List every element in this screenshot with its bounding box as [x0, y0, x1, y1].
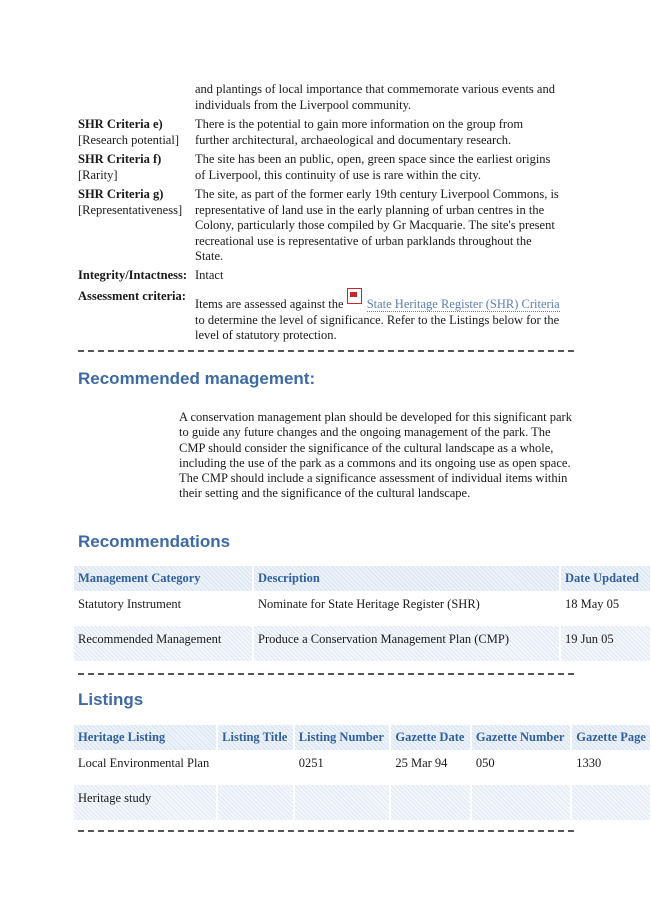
- table-cell: 18 May 05: [560, 591, 651, 626]
- table-cell: [571, 785, 651, 820]
- table-cell: [390, 785, 471, 820]
- table-row: [74, 750, 651, 785]
- table-cell: [217, 750, 294, 785]
- table-cell: Statutory Instrument: [74, 591, 253, 626]
- table-cell: 19 Jun 05: [560, 626, 651, 661]
- table-cell: Recommended Management: [74, 626, 253, 661]
- integrity-value: Intact: [195, 268, 224, 282]
- criteria-g-label: SHR Criteria g) [Representativeness]: [78, 187, 183, 217]
- divider: [78, 350, 574, 352]
- col-management-category: Management Category: [74, 566, 253, 591]
- col-date-updated: Date Updated: [560, 566, 651, 591]
- table-row: [74, 626, 651, 661]
- col-heritage-listing: Heritage Listing: [74, 725, 217, 750]
- pdf-icon[interactable]: [347, 288, 362, 304]
- col-listing-number: Listing Number: [294, 725, 391, 750]
- criteria-f-text: The site has been an public, open, green space since the earliest origins of Liverpool, this continuity of use is rare within the city.: [195, 152, 551, 182]
- criteria-f-label: SHR Criteria f) [Rarity]: [78, 152, 162, 182]
- criteria-e-text: There is the potential to gain more information on the group from further architectural, archaeological and documentary research.: [195, 117, 524, 147]
- col-gazette-number: Gazette Number: [471, 725, 571, 750]
- col-gazette-date: Gazette Date: [390, 725, 471, 750]
- table-cell: 25 Mar 94: [390, 750, 471, 785]
- criteria-f-row: [78, 152, 578, 186]
- recommendations-table: [74, 566, 652, 661]
- table-cell: Local Environmental Plan: [74, 750, 217, 785]
- table-row: [74, 785, 651, 820]
- listings-table: [74, 725, 652, 820]
- col-description: Description: [253, 566, 560, 591]
- criteria-g-text: The site, as part of the former early 19th century Liverpool Commons, is representative of land use in the early planning of urban centres in the Colony, particularly those compiled by Gr Macquarie. The site's present recreational use is representative of urban parklands throughout the State.: [195, 187, 559, 263]
- table-row: [74, 591, 651, 626]
- table-cell: [294, 785, 391, 820]
- criteria-e-row: [78, 117, 578, 151]
- divider: [78, 673, 574, 675]
- table-cell: Produce a Conservation Management Plan (CMP): [253, 626, 560, 661]
- recommendations-heading: Recommendations: [78, 532, 231, 551]
- table-cell: Heritage study: [74, 785, 217, 820]
- criteria-d-tail: and plantings of local importance that commemorate various events and individuals from the Liverpool community.: [195, 82, 555, 112]
- table-cell: 050: [471, 750, 571, 785]
- table-cell: 0251: [294, 750, 391, 785]
- table-cell: 1330: [571, 750, 651, 785]
- criteria-g-row: [78, 187, 578, 265]
- assessment-row: [78, 289, 578, 342]
- table-cell: [217, 785, 294, 820]
- management-heading: Recommended management:: [78, 369, 316, 388]
- integrity-row: [78, 268, 578, 286]
- management-text: A conservation management plan should be developed for this significant park to guide any future changes and the ongoing management of the park. The CMP should consider the significance of the cultural landscape as a whole, including the use of the park as a commons and its ongoing use as open space. The CMP should include a significance assessment of individual items within their setting and the significance of the cultural landscape.: [179, 410, 572, 501]
- integrity-label: Integrity/Intactness:: [78, 268, 188, 282]
- table-cell: Nominate for State Heritage Register (SHR): [253, 591, 560, 626]
- assessment-text: Items are assessed against the State Heritage Register (SHR) Criteria to determine the level of significance. Refer to the Listings below for the level of statutory protection.: [195, 292, 560, 344]
- col-listing-title: Listing Title: [217, 725, 294, 750]
- assessment-label: Assessment criteria:: [78, 289, 186, 303]
- listings-heading: Listings: [78, 690, 144, 709]
- col-gazette-page: Gazette Page: [571, 725, 651, 750]
- table-cell: [471, 785, 571, 820]
- shr-criteria-link[interactable]: State Heritage Register (SHR) Criteria: [366, 297, 560, 311]
- criteria-e-label: SHR Criteria e) [Research potential]: [78, 117, 179, 147]
- divider: [78, 830, 574, 832]
